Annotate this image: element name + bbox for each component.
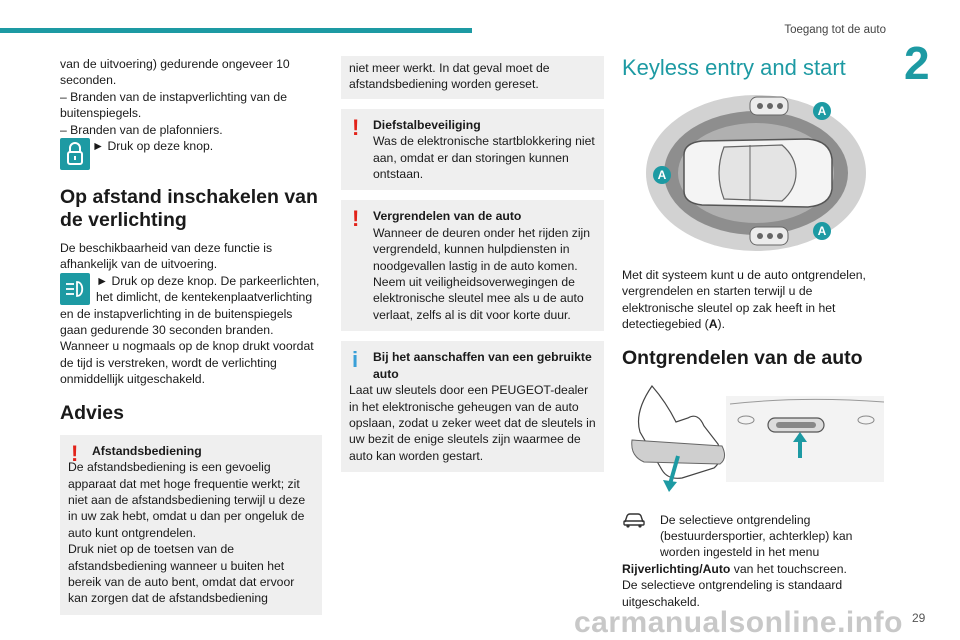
heading-remote-lights: Op afstand inschakelen van de verlichting — [60, 186, 318, 232]
warning-box-continued — [341, 56, 604, 99]
headlight-button-icon — [60, 273, 90, 305]
paragraph-keyless — [622, 267, 886, 333]
warning-text: De afstandsbediening is een gevoelig apparaat dat met hoge frequentie werkt; zit niet aan de afstandsbediening terwijl u deze in uw zak hebt, omdat u dan per ongeluk de auto kunt ontgrendelen. — [68, 460, 306, 540]
menu-separator: / — [699, 561, 703, 576]
warning-icon: ! — [71, 440, 79, 466]
paragraph: Wanneer u nogmaals op de knop drukt voordat de tijd is verstreken, wordt de verlichting onmiddellijk uitgeschakeld. — [60, 339, 314, 387]
detection-zone-illustration — [632, 93, 872, 253]
menu-path-lighting: Rijverlichting — [622, 561, 700, 576]
car-detection-svg — [632, 93, 872, 253]
paragraph: van de uitvoering) gedurende ongeveer 10 seconden. — [60, 57, 290, 88]
heading-keyless: Keyless entry and start — [622, 55, 846, 80]
zone-reference: A — [708, 317, 718, 332]
instruction-press-lights — [60, 273, 322, 339]
warning-title: Afstandsbediening — [92, 443, 202, 458]
selective-unlock-note — [622, 512, 886, 561]
list-item: – Branden van de plafonniers. — [60, 122, 223, 137]
key-fob-bottom — [750, 227, 788, 245]
warning-text: Wanneer de deuren onder het rijden zijn vergrendeld, kunnen hulpdiensten in noodgevallen lastig in de auto komen. Neem uit veiligheidsoverwegingen de elektronische sleutel mee als u de auto verlaat, zelfs al is dit voor korte duur. — [373, 225, 591, 322]
watermark: carmanualsonline.info — [574, 606, 903, 639]
menu-path-line — [622, 561, 886, 577]
warning-box-locking — [341, 200, 604, 331]
menu-path-car: Auto — [702, 561, 731, 576]
info-icon: i — [352, 347, 359, 373]
selective-text: De selectieve ontgrendeling (bestuurdersportier, achterklep) kan worden ingesteld in het menu — [660, 512, 853, 560]
car-icon — [622, 512, 646, 532]
zone-label: A — [657, 168, 667, 182]
warning-icon: ! — [352, 114, 360, 140]
press-lights-text: ► Druk op deze knop. De parkeerlichten, het dimlicht, de kentekenplaatverlichting en de instapverlichting in de buitenspiegels gaan gedurende 30 seconden branden. — [60, 273, 320, 338]
zone-label: A — [817, 104, 827, 118]
keyless-text: Met dit systeem kunt u de auto ontgrendelen, vergrendelen en starten terwijl u de elektronische sleutel op zak heeft in het detectiegebied ( — [622, 268, 866, 332]
info-box-used-car — [341, 341, 604, 472]
warning-title: Diefstalbeveiliging — [373, 117, 481, 132]
page-number: 29 — [912, 611, 926, 625]
press-text: ► Druk op deze knop. — [92, 139, 214, 154]
warning-text: Was de elektronische startblokkering niet aan, omdat er dan storingen kunnen ontstaan. — [373, 134, 595, 182]
section-title: Toegang tot de auto — [784, 24, 886, 36]
warning-icon: ! — [352, 206, 360, 232]
warning-title: Vergrendelen van de auto — [373, 209, 522, 224]
warning-box-remote — [60, 435, 322, 615]
column-3 — [622, 56, 886, 610]
heading-advice: Advies — [60, 401, 124, 424]
chapter-number: 2 — [904, 37, 930, 89]
door-handle-illustration — [622, 382, 886, 498]
warning-text: Druk niet op de toetsen van de afstandsbediening wanneer u buiten het bereik van de auto bent, omdat dat ervoor kan zorgen dat de afstandsbediening — [68, 542, 295, 606]
key-fob-top — [750, 97, 788, 115]
keyless-text-end: ). — [717, 317, 725, 332]
header-accent-bar — [0, 28, 472, 33]
paragraph: De beschikbaarheid van deze functie is afhankelijk van de uitvoering. — [60, 241, 273, 272]
heading-unlock: Ontgrendelen van de auto — [622, 346, 863, 369]
paragraph: De selectieve ontgrendeling is standaard uitgeschakeld. — [622, 578, 843, 609]
column-1 — [60, 56, 322, 615]
warning-text: niet meer werkt. In dat geval moet de afstandsbediening worden gereset. — [349, 61, 550, 92]
list-item: – Branden van de instapverlichting van de buitenspiegels. — [60, 89, 287, 121]
warning-box-theft — [341, 109, 604, 191]
instruction-press-lock — [60, 138, 322, 172]
info-text: Laat uw sleutels door een PEUGEOT-dealer in het elektronische geheugen van de auto opslaan, zodat u zeker weet dat de sleutels in uw bezit de enige sleutels zijn waarmee de auto kan worden gestart. — [349, 383, 596, 463]
column-2 — [341, 56, 604, 472]
info-title: Bij het aanschaffen van een gebruikte auto — [373, 350, 592, 381]
menu-suffix: van het touchscreen. — [730, 561, 847, 576]
lock-button-icon — [60, 138, 90, 170]
zone-label: A — [817, 224, 827, 238]
